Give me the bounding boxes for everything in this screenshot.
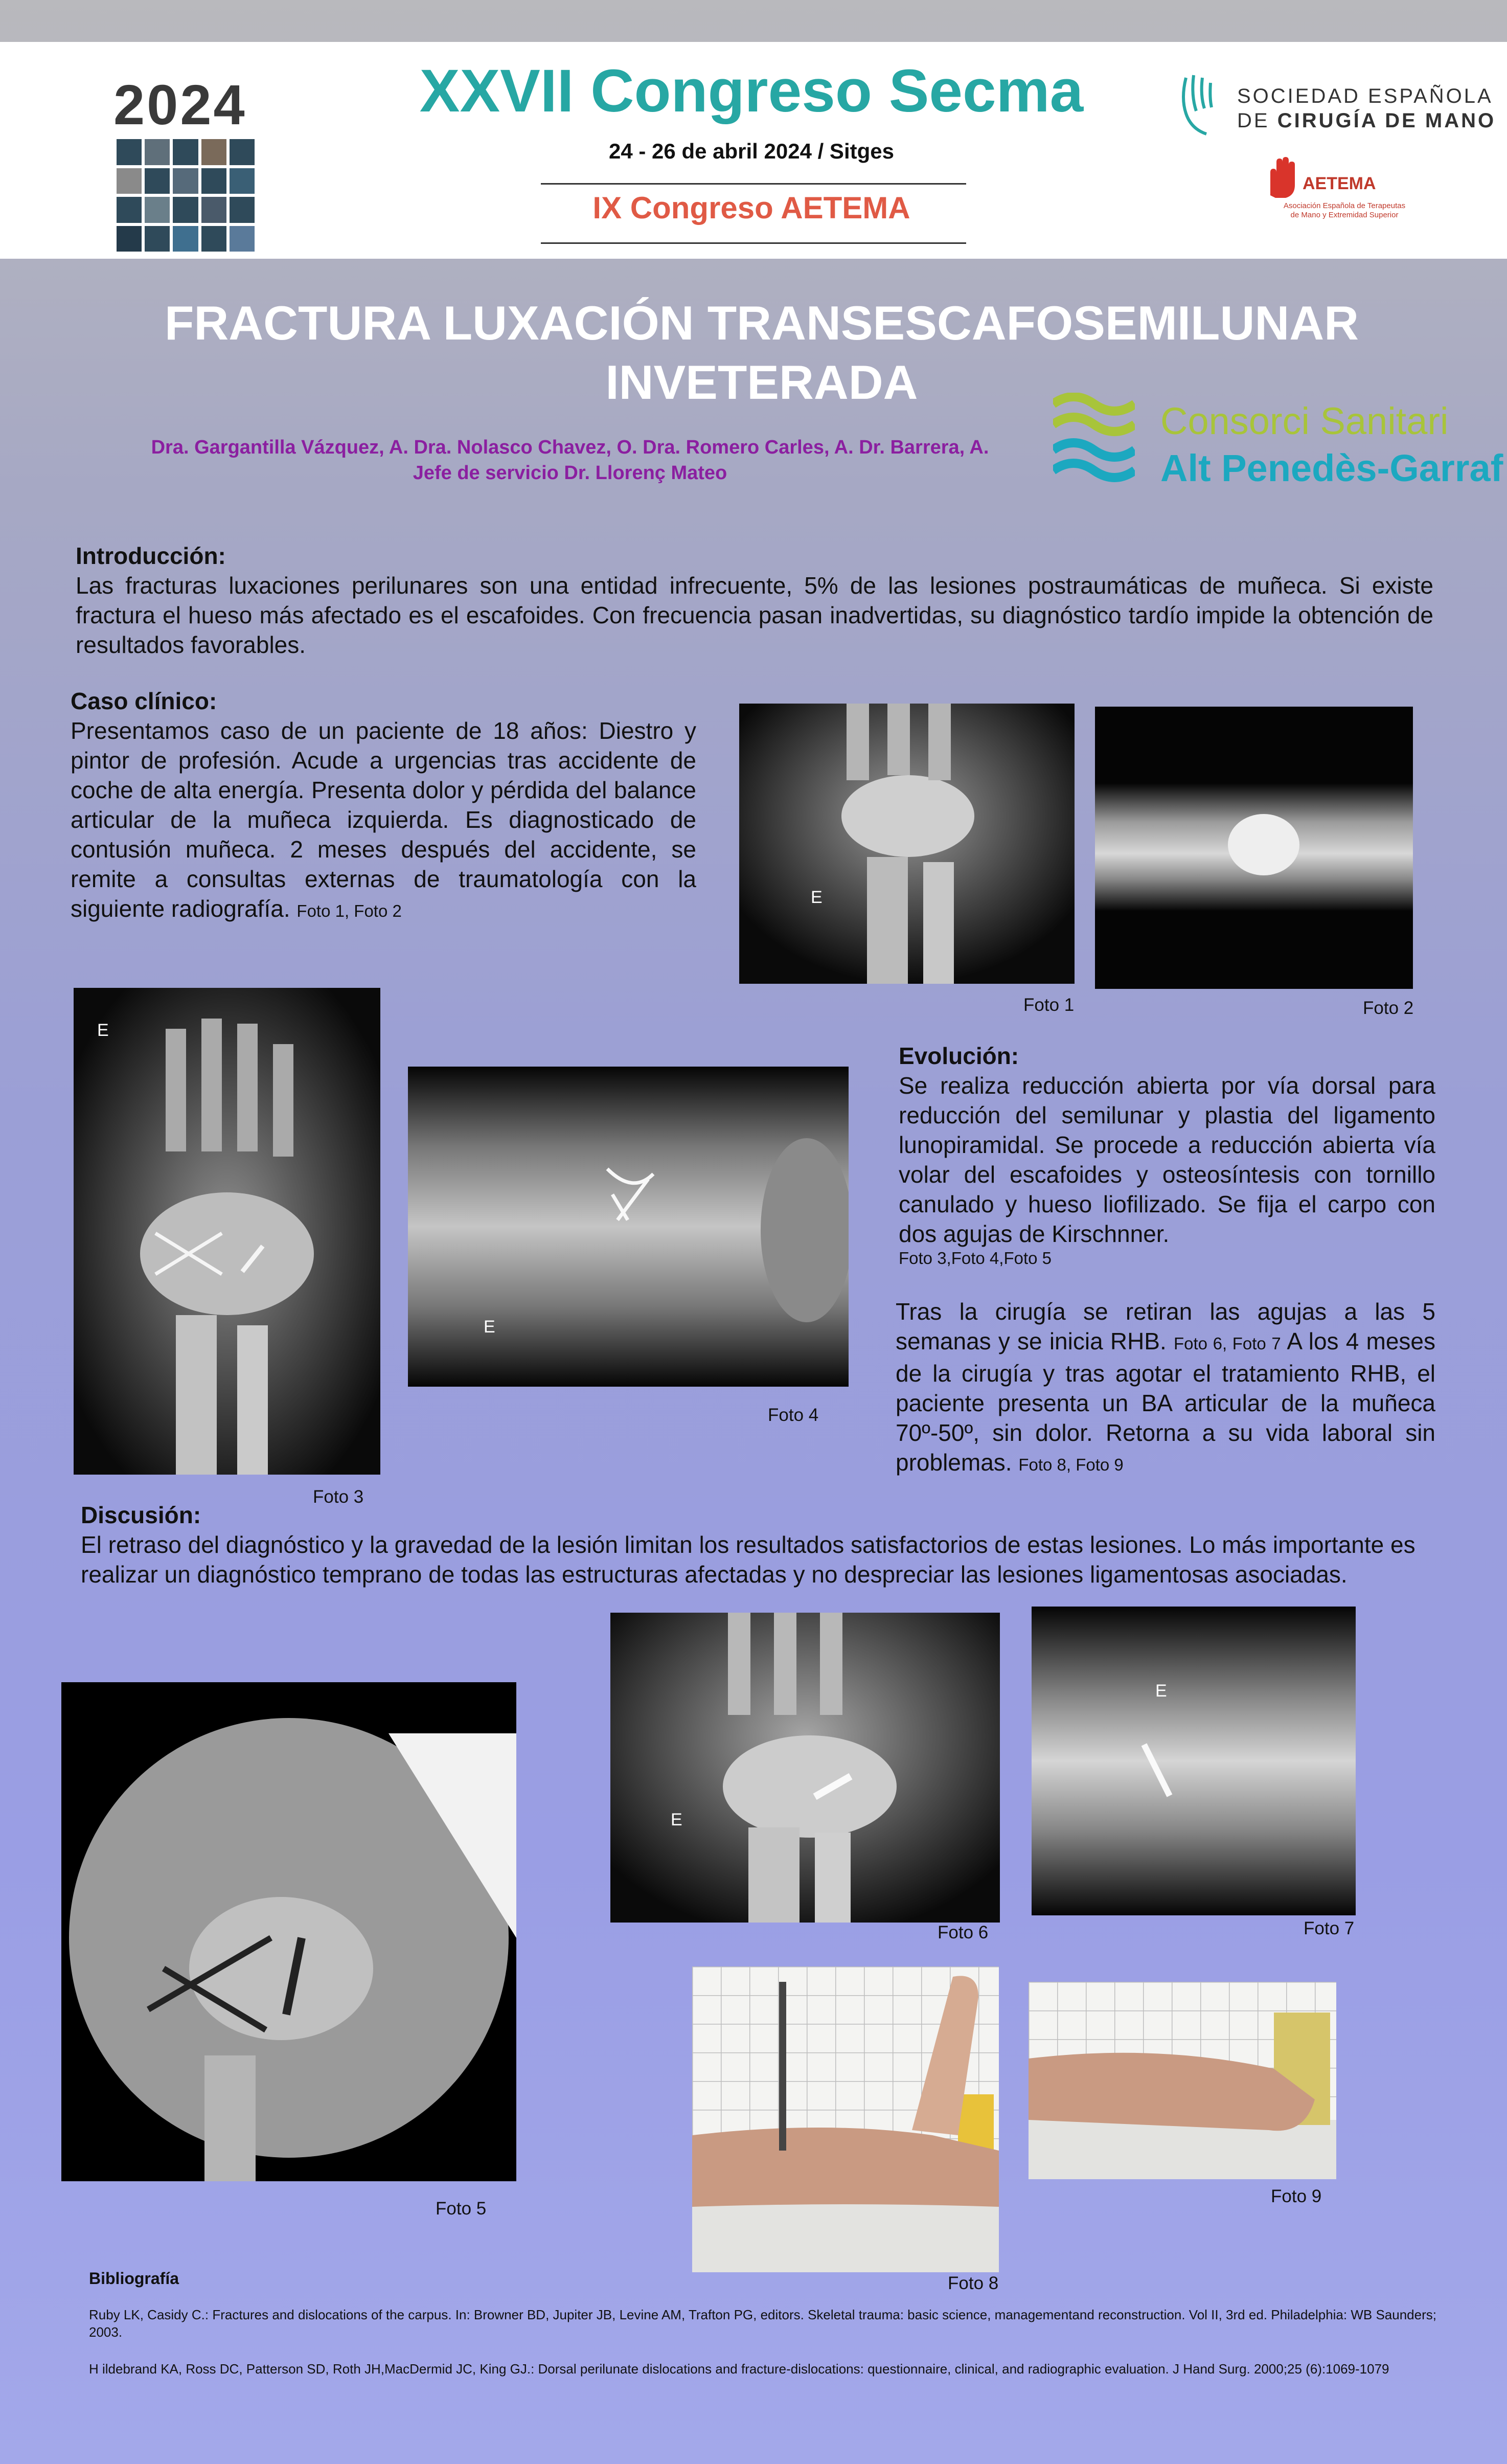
secma-line1: SOCIEDAD ESPAÑOLA: [1237, 85, 1493, 107]
divider-bottom: [541, 242, 966, 244]
caption-foto-1: Foto 1: [1023, 995, 1075, 1015]
evolution-photo-ref3: Foto 8, Foto 9: [1018, 1455, 1124, 1474]
authors: [77, 435, 1063, 486]
aetema-hand-icon: [1263, 154, 1298, 200]
side-marker: E: [671, 1810, 682, 1829]
side-marker: E: [811, 888, 823, 907]
photo-1-xray: [739, 704, 1075, 984]
photo-7-xray: [1032, 1607, 1356, 1915]
wrist-xray-screw-lateral-graphic: [1032, 1607, 1356, 1915]
caption-foto-5: Foto 5: [436, 2199, 487, 2219]
evolution-text: Se realiza reducción abierta por vía dorsal para reducción del semilunar y plastia del ligamento lunopiramidal. Se procede a reducción abierta vía volar del escafoides y osteosíntesis con tornillo canulado y hueso liofilizado. Se fija el carpo con dos agujas de Kirschnner.: [899, 1072, 1435, 1247]
evolution-followup: [896, 1297, 1435, 1480]
fluoroscopy-graphic: [61, 1682, 516, 2181]
congress-title: XXVII Congreso Secma: [419, 57, 1084, 125]
discussion-heading: Discusión:: [81, 1502, 201, 1528]
wrist-xray-pins-lateral-graphic: [408, 1067, 849, 1387]
secma-line2-prefix: DE: [1237, 109, 1270, 132]
poster-title: [77, 293, 1447, 412]
intro-section: [76, 541, 1433, 660]
intro-text: Las fracturas luxaciones perilunares son una entidad infrecuente, 5% de las lesiones postraumáticas de muñeca. Si existe fractura el hueso más afectado es el escafoides. Con frecuencia pasan inadvertidas, su diagnóstico tardío impide la obtención de resultados favorables.: [76, 572, 1433, 658]
aetema-desc-line1: Asociación Española de Terapeutas: [1283, 201, 1406, 210]
photo-6-xray: [610, 1613, 1000, 1923]
photo-5-fluoroscopy: [61, 1682, 516, 2181]
evolution-section: [899, 1041, 1435, 1268]
evolution-photo-ref: Foto 3,Foto 4,Foto 5: [899, 1249, 1052, 1268]
case-photo-ref: Foto 1, Foto 2: [296, 901, 402, 920]
caption-foto-2: Foto 2: [1363, 998, 1414, 1018]
wrist-extension-photo-graphic: [692, 1966, 999, 2272]
year-label: 2024: [113, 74, 247, 137]
photo-8-extension: [692, 1966, 999, 2272]
caption-foto-7: Foto 7: [1304, 1918, 1355, 1938]
side-marker: E: [97, 1021, 109, 1040]
hospital-name: [1160, 398, 1503, 492]
caption-foto-4: Foto 4: [768, 1405, 819, 1425]
aetema-congress-title: IX Congreso AETEMA: [592, 191, 910, 225]
bibliography-heading: Bibliografía: [89, 2269, 179, 2288]
evolution-text3: A los 4 meses de la cirugía y tras agotar el tratamiento RHB, el paciente presenta un BA articular de la muñeca 70º-50º, sin dolor. Retorna a su vida laboral sin problemas.: [896, 1328, 1435, 1476]
evolution-photo-ref2: Foto 6, Foto 7: [1173, 1334, 1281, 1353]
evolution-heading: Evolución:: [899, 1043, 1019, 1069]
bibliography-ref-2: H ildebrand KA, Ross DC, Patterson SD, Roth JH,MacDermid JC, King GJ.: Dorsal perilunate dislocations and fracture-dislocations: questionnaire, clinical, and radiographic evaluation. J Hand Surg. 2000;25 (6):1069-1079: [89, 2361, 1389, 2377]
aetema-description: [1268, 201, 1421, 220]
photo-4-xray: [408, 1067, 849, 1387]
poster-title-line2: INVETERADA: [605, 355, 918, 409]
photo-2-xray: [1095, 707, 1413, 989]
wrist-xray-pa-graphic: [739, 704, 1075, 984]
wrist-flexion-photo-graphic: [1029, 1982, 1336, 2179]
case-section: [71, 686, 696, 926]
wrist-xray-pins-pa-graphic: [74, 988, 380, 1475]
wrist-xray-lateral-graphic: [1095, 707, 1413, 989]
divider-top: [541, 183, 966, 185]
case-text-block: [71, 716, 696, 926]
congress-date: 24 - 26 de abril 2024 / Sitges: [609, 139, 894, 163]
hospital-name-line2: Alt Penedès-Garraf: [1160, 447, 1503, 489]
authors-line2: Jefe de servicio Dr. Llorenç Mateo: [413, 462, 727, 484]
header-banner: [0, 42, 1507, 259]
evolution-text2: Tras la cirugía se retiran las agujas a las 5 semanas y se inicia RHB.: [896, 1298, 1435, 1354]
secma-society-name: [1237, 84, 1496, 133]
caption-foto-8: Foto 8: [948, 2273, 999, 2293]
intro-heading: Introducción:: [76, 542, 226, 569]
secma-hand-icon: [1171, 67, 1222, 139]
side-marker: E: [1155, 1681, 1167, 1701]
congress-photo-collage: [117, 139, 255, 252]
consorci-waves-icon: [1053, 393, 1135, 490]
secma-line2-bold: CIRUGÍA DE MANO: [1277, 109, 1496, 132]
side-marker: E: [484, 1317, 495, 1337]
poster-title-line1: FRACTURA LUXACIÓN TRANSESCAFOSEMILUNAR: [164, 296, 1359, 350]
caption-foto-3: Foto 3: [313, 1487, 364, 1507]
photo-3-xray: [74, 988, 380, 1475]
authors-line1: Dra. Gargantilla Vázquez, A. Dra. Nolasco Chavez, O. Dra. Romero Carles, A. Dr. Barrera, A.: [151, 437, 989, 458]
case-heading: Caso clínico:: [71, 688, 217, 714]
photo-9-flexion: [1029, 1982, 1336, 2179]
caption-foto-6: Foto 6: [938, 1923, 989, 1942]
caption-foto-9: Foto 9: [1271, 2186, 1322, 2206]
discussion-text: El retraso del diagnóstico y la gravedad de la lesión limitan los resultados satisfactorios de estas lesiones. Lo más importante es realizar un diagnóstico temprano de todas las estructuras afectadas y no despreciar las lesiones ligamentosas asociadas.: [81, 1531, 1415, 1588]
case-text: Presentamos caso de un paciente de 18 años: Diestro y pintor de profesión. Acude a urgencias tras accidente de coche de alta energía. Presenta dolor y pérdida del balance articular de la muñeca izquierda. Es diagnosticado de contusión muñeca. 2 meses después del accidente, se remite a consultas externas de traumatología con la siguiente radiografía.: [71, 717, 696, 922]
wrist-xray-screw-pa-graphic: [610, 1613, 1000, 1923]
discussion-section: [81, 1500, 1441, 1589]
hospital-name-line1: Consorci Sanitari: [1160, 400, 1449, 442]
bibliography-ref-1: Ruby LK, Casidy C.: Fractures and dislocations of the carpus. In: Browner BD, Jupiter JB, Levine AM, Trafton PG, editors. Skeletal trauma: basic science, managementand reconstruction. Vol II, 3rd ed. Philadelphia: WB Saunders; 2003.: [89, 2307, 1436, 2340]
aetema-desc-line2: de Mano y Extremidad Superior: [1290, 211, 1399, 219]
aetema-logo-name: AETEMA: [1303, 174, 1376, 193]
